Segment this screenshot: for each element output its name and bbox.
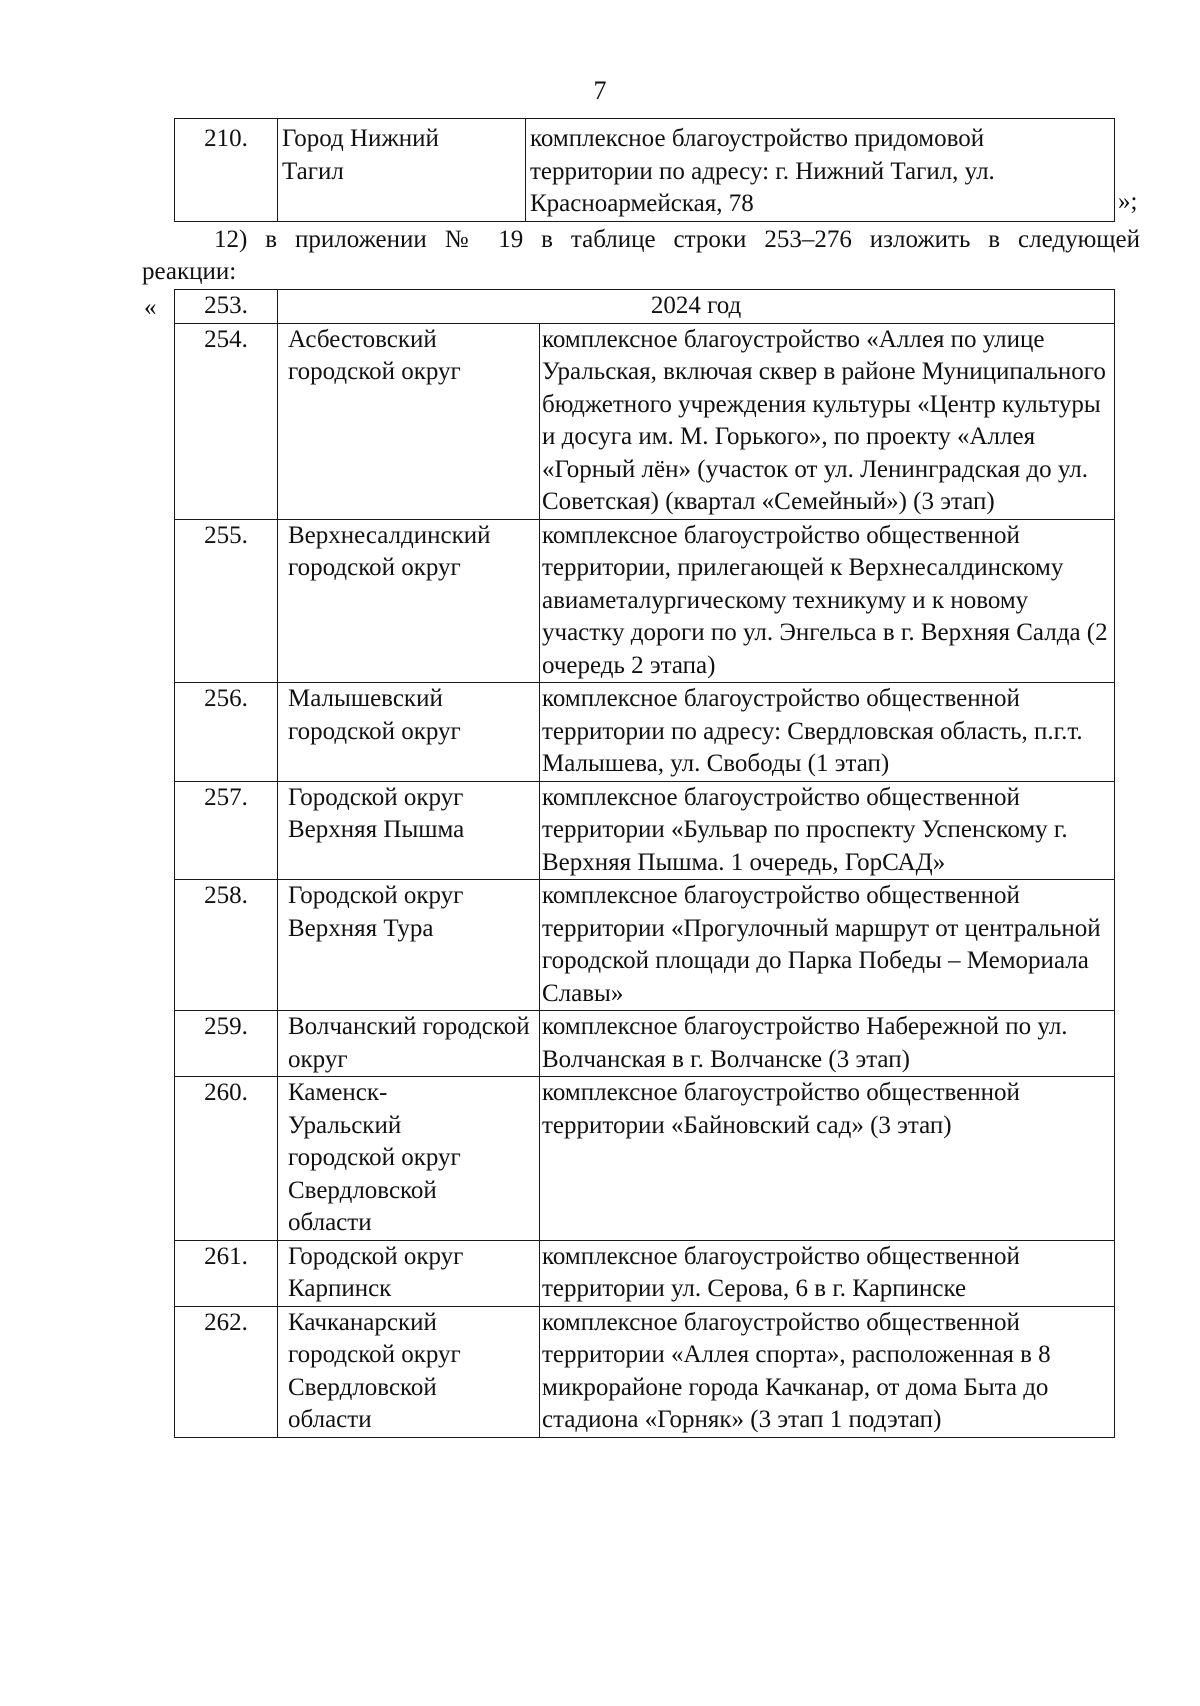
project-description: комплексное благоустройство общественной территории ул. Серова, 6 в г. Карпинске [540, 1240, 1115, 1306]
project-description: комплексное благоустройство придомовой территории по адресу: г. Нижний Тагил, ул. Красноармейская, 78 [526, 119, 1115, 222]
row-number: 259. [175, 1011, 278, 1077]
project-description: комплексное благоустройство общественной территории, прилегающей к Верхнесалдинскому авиаметалургическому техникуму и к новому участку дороги по ул. Энгельса в г. Верхняя Салда (2 очередь 2 этапа) [540, 519, 1115, 683]
table-row [175, 119, 1115, 222]
municipality-name: Городской округ Карпинск [278, 1240, 540, 1306]
year-heading: 2024 год [278, 290, 1115, 324]
row-number: 255. [175, 519, 278, 683]
project-description: комплексное благоустройство общественной территории «Бульвар по проспекту Успенскому г. Верхняя Пышма. 1 очередь, ГорСАД» [540, 781, 1115, 880]
table-row [175, 1306, 1115, 1437]
project-description: комплексное благоустройство общественной территории «Прогулочный маршрут от центральной городской площади до Парка Победы – Мемориала Славы» [540, 880, 1115, 1011]
municipality-name: Асбестовский городской округ [278, 323, 540, 519]
year-header-row [175, 290, 1115, 324]
closing-quote: »; [1118, 188, 1138, 215]
opening-quote: « [144, 294, 157, 321]
project-description: комплексное благоустройство Набережной по ул. Волчанская в г. Волчанске (3 этап) [540, 1011, 1115, 1077]
previous-table-fragment [174, 118, 1115, 222]
table-row [175, 323, 1115, 519]
instruction-line: 12) в приложении № 19 в таблице строки 253–276 изложить в следующей [214, 226, 1140, 253]
project-description: комплексное благоустройство общественной территории по адресу: Свердловская область, п.г.т. Малышева, ул. Свободы (1 этап) [540, 683, 1115, 782]
instruction-line-continued: реакции: [142, 258, 237, 285]
municipality-name: Малышевский городской округ [278, 683, 540, 782]
table-row [175, 1011, 1115, 1077]
table-row [175, 1077, 1115, 1241]
row-number: 256. [175, 683, 278, 782]
table-row [175, 880, 1115, 1011]
project-description: комплексное благоустройство «Аллея по улице Уральская, включая сквер в районе Муниципального бюджетного учреждения культуры «Центр культуры и досуга им. М. Горького», по проекту «Аллея «Горный лён» (участок от ул. Ленинградская до ул. Советская) (квартал «Семейный») (3 этап) [540, 323, 1115, 519]
row-number: 258. [175, 880, 278, 1011]
project-description: комплексное благоустройство общественной территории «Аллея спорта», расположенная в 8 микрорайоне города Качканар, от дома Быта до стадиона «Горняк» (3 этап 1 подэтап) [540, 1306, 1115, 1437]
row-number: 257. [175, 781, 278, 880]
municipality-name: Городской округ Верхняя Пышма [278, 781, 540, 880]
row-number: 261. [175, 1240, 278, 1306]
municipality-name: Каменск-Уральский городской округ Свердловской области [278, 1077, 540, 1241]
page-number: 7 [593, 76, 607, 105]
row-number: 254. [175, 323, 278, 519]
row-number: 253. [175, 290, 278, 324]
municipality-name: Волчанский городской округ [278, 1011, 540, 1077]
project-description: комплексное благоустройство общественной территории «Байновский сад» (3 этап) [540, 1077, 1115, 1241]
municipality-name: Качканарский городской округ Свердловской области [278, 1306, 540, 1437]
municipality-name: Город Нижний Тагил [278, 119, 526, 222]
row-number: 262. [175, 1306, 278, 1437]
projects-table [174, 289, 1115, 1438]
row-number: 260. [175, 1077, 278, 1241]
table-row [175, 519, 1115, 683]
table-row [175, 683, 1115, 782]
table-row [175, 1240, 1115, 1306]
municipality-name: Городской округ Верхняя Тура [278, 880, 540, 1011]
table-row [175, 781, 1115, 880]
municipality-name: Верхнесалдинский городской округ [278, 519, 540, 683]
amendment-instruction [142, 224, 1140, 288]
row-number: 210. [175, 119, 278, 222]
